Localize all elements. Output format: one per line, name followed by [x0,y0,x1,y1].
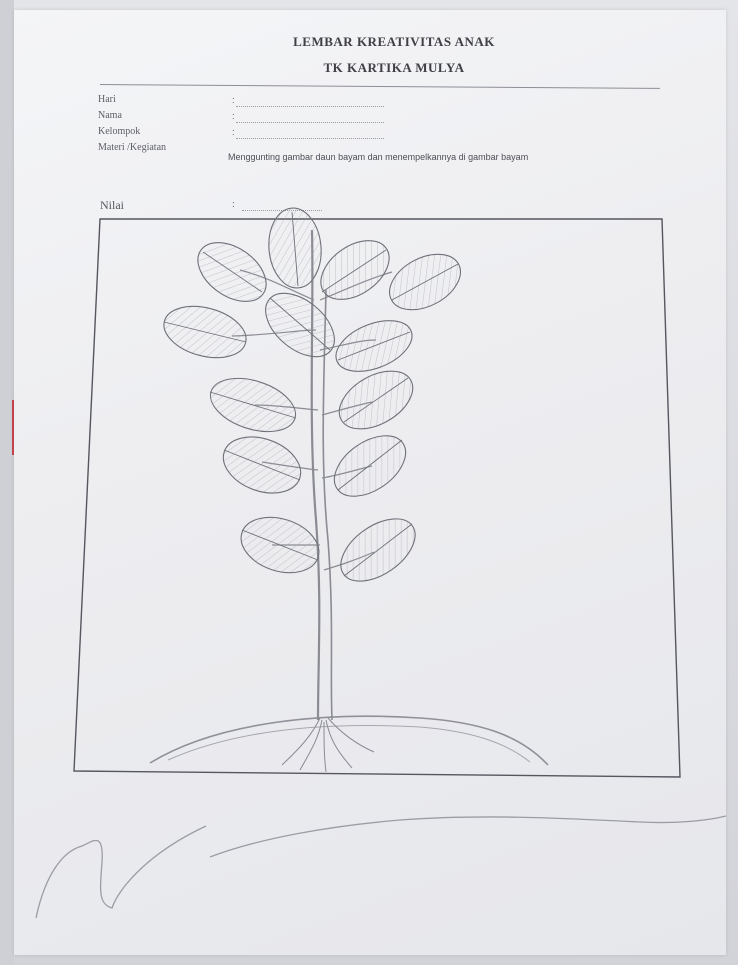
nilai-label: Nilai [100,198,124,212]
leaf [323,423,416,508]
ground-line-inner [168,725,530,762]
nilai-colon: : [232,199,235,210]
worksheet-title: LEMBAR KREATIVITAS ANAK [293,34,495,49]
school-name: TK KARTIKA MULYA [323,60,465,75]
plant-stem [312,230,320,720]
leaves [158,206,470,594]
field-label-kelompok: Kelompok [98,126,141,137]
field-label-materi: Materi /Kegiatan [98,142,167,153]
field-label-hari: Hari [98,94,116,105]
field-colon-hari: : [232,95,235,105]
torn-paper-scrap [36,826,206,918]
field-colon-nama: : [232,111,235,121]
drawing-frame [74,219,680,777]
field-colon-kelompok: : [232,127,235,137]
ground-line [150,716,548,765]
field-value-materi: Menggunting gambar daun bayam dan menempelkannya di gambar bayam [228,152,529,162]
torn-paper-edge [210,816,726,857]
field-label-nama: Nama [98,110,122,121]
